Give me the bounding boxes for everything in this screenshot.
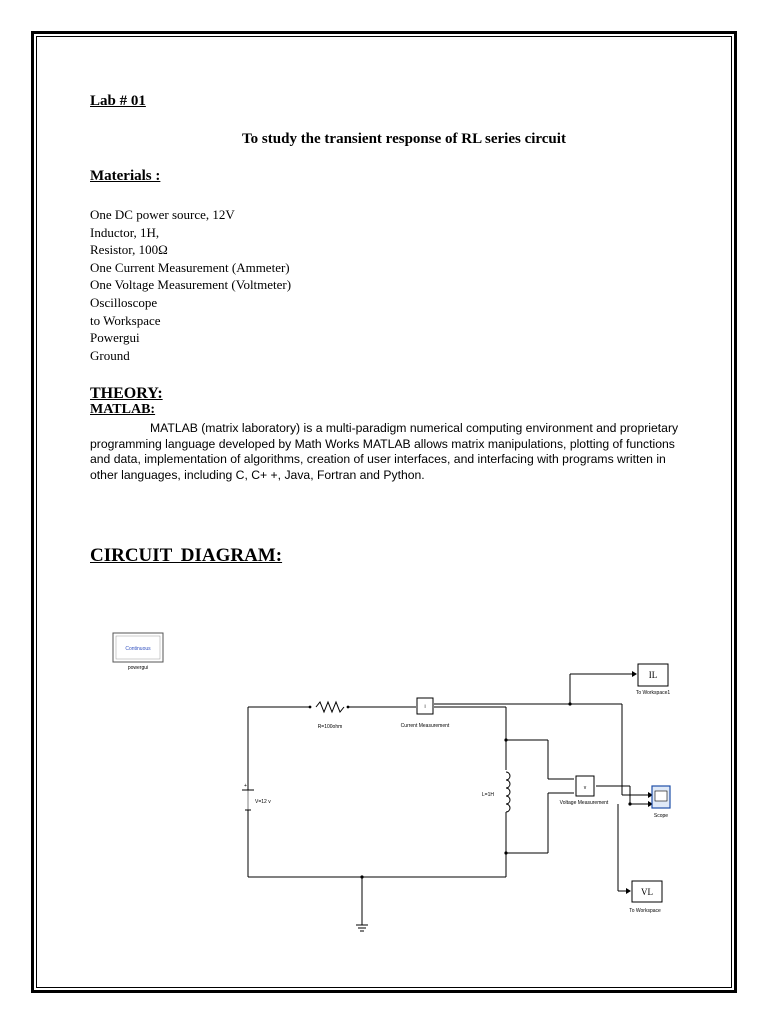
circuit-heading: CIRCUIT DIAGRAM: (90, 545, 283, 566)
main-title: To study the transient response of RL series circuit (242, 131, 566, 147)
matlab-heading: MATLAB: (90, 402, 156, 417)
resistor-label: R=100ohm (317, 724, 343, 730)
lab-title: Lab # 01 (90, 93, 146, 109)
powergui-box-text: Continuous (125, 646, 151, 652)
materials-item: to Workspace (90, 312, 161, 328)
materials-item: Oscilloscope (90, 294, 158, 310)
powergui-label: powergui (127, 665, 149, 671)
materials-item: Powergui (90, 330, 140, 346)
voltage-measurement-block[interactable] (560, 776, 609, 806)
materials-item: One DC power source, 12V (90, 207, 235, 222)
scope-label: Scope (653, 813, 669, 819)
dc-voltage-source[interactable] (242, 783, 271, 810)
materials-heading: Materials : (90, 168, 161, 184)
to-workspace1-var: IL (648, 670, 658, 680)
materials-item: Ground (90, 347, 130, 363)
signal-arrows (626, 671, 653, 894)
theory-paragraph-text: MATLAB (matrix laboratory) is a multi-paradigm numerical computing environment and proprietary programming language developed by Math Works MATLAB allows matrix manipulations, plotting of functions and data, implementation of algorithms, creation of user interfaces, and interfacing with programs written in other languages, including C, C+ +, Java, Fortran and Python. (90, 421, 679, 482)
resistor[interactable] (316, 702, 344, 730)
to-workspace1-block[interactable] (636, 664, 671, 696)
to-workspace1-label: To Workspace1 (635, 690, 671, 696)
ground-symbol[interactable] (356, 925, 368, 931)
to-workspace-var: VL (641, 887, 653, 897)
inductor-label: L=1H (481, 792, 494, 798)
current-measurement-block[interactable] (401, 698, 450, 729)
scope-block[interactable] (652, 786, 670, 819)
source-label: V=12 v (255, 799, 271, 805)
materials-item: One Current Measurement (Ammeter) (90, 259, 290, 275)
svg-text:i: i (424, 704, 426, 710)
svg-text:+: + (244, 783, 247, 789)
materials-item: Resistor, 100Ω (90, 242, 168, 258)
powergui-block[interactable] (113, 633, 163, 671)
theory-heading: THEORY: (90, 385, 163, 402)
materials-item: One Voltage Measurement (Voltmeter) (90, 277, 292, 293)
to-workspace-label: To Workspace (629, 908, 661, 914)
to-workspace-block[interactable] (629, 881, 662, 914)
inductor[interactable] (482, 772, 510, 812)
current-measurement-label: Current Measurement (400, 723, 450, 729)
voltage-measurement-label: Voltage Measurement (559, 800, 609, 806)
svg-text:v: v (583, 785, 587, 791)
materials-item: Inductor, 1H, (90, 224, 160, 240)
